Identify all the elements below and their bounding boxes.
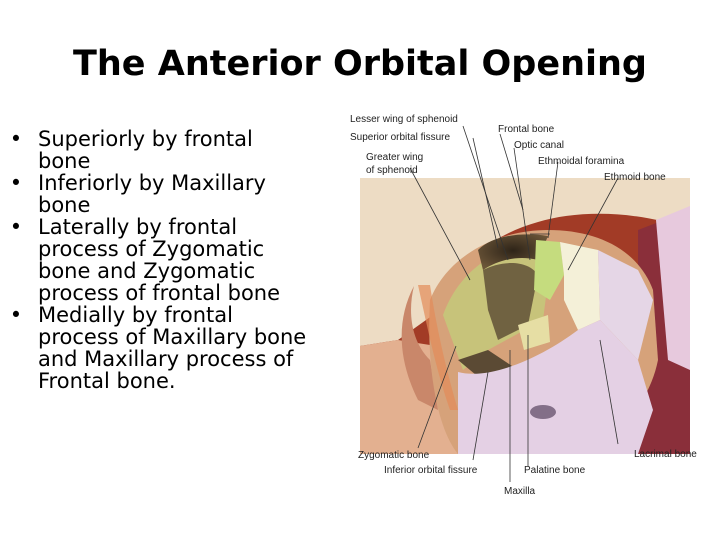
label-ethmoid-bone: Ethmoid bone <box>604 172 666 183</box>
label-ethmoidal-foramina: Ethmoidal foramina <box>538 156 625 167</box>
label-superior-orbital-fissure: Superior orbital fissure <box>350 132 451 143</box>
label-greater-wing-2: of sphenoid <box>366 165 418 176</box>
bullet-line: Inferiorly by Maxillary <box>38 171 266 195</box>
bullet-laterally <box>6 216 336 304</box>
bullet-list <box>6 128 336 392</box>
slide-title: The Anterior Orbital Opening <box>73 44 647 84</box>
bullet-line: Medially by frontal <box>38 303 233 327</box>
orbit-illustration <box>338 110 697 500</box>
bullet-medially <box>6 304 336 392</box>
bullet-marker: • <box>9 303 23 327</box>
bullet-marker: • <box>9 215 23 239</box>
bullet-line: process of Zygomatic <box>38 237 265 261</box>
label-inferior-orbital-fissure: Inferior orbital fissure <box>384 465 478 476</box>
bullet-line: Frontal bone. <box>38 369 176 393</box>
bullet-superiorly <box>6 128 336 172</box>
label-palatine-bone: Palatine bone <box>524 465 586 476</box>
label-frontal-bone: Frontal bone <box>498 124 555 135</box>
bullet-marker: • <box>9 127 23 151</box>
label-greater-wing-1: Greater wing <box>366 152 424 163</box>
bullet-inferiorly <box>6 172 336 216</box>
infraorbital-foramen <box>530 405 556 419</box>
bullet-line: process of frontal bone <box>38 281 281 305</box>
bullet-line: bone <box>38 193 91 217</box>
label-zygomatic-bone: Zygomatic bone <box>358 450 430 461</box>
label-lacrimal-bone: Lacrimal bone <box>634 449 697 460</box>
label-lesser-wing: Lesser wing of sphenoid <box>350 114 458 125</box>
bullet-line: and Maxillary process of <box>38 347 294 371</box>
bullet-line: Laterally by frontal <box>38 215 238 239</box>
label-optic-canal: Optic canal <box>514 140 565 151</box>
label-maxilla: Maxilla <box>504 486 536 497</box>
orbit-anatomy-figure <box>338 110 697 500</box>
bullet-line: Superiorly by frontal <box>38 127 253 151</box>
bullet-marker: • <box>9 171 23 195</box>
bullet-line: process of Maxillary bone <box>38 325 307 349</box>
bullet-line: bone <box>38 149 91 173</box>
bullet-line: bone and Zygomatic <box>38 259 256 283</box>
